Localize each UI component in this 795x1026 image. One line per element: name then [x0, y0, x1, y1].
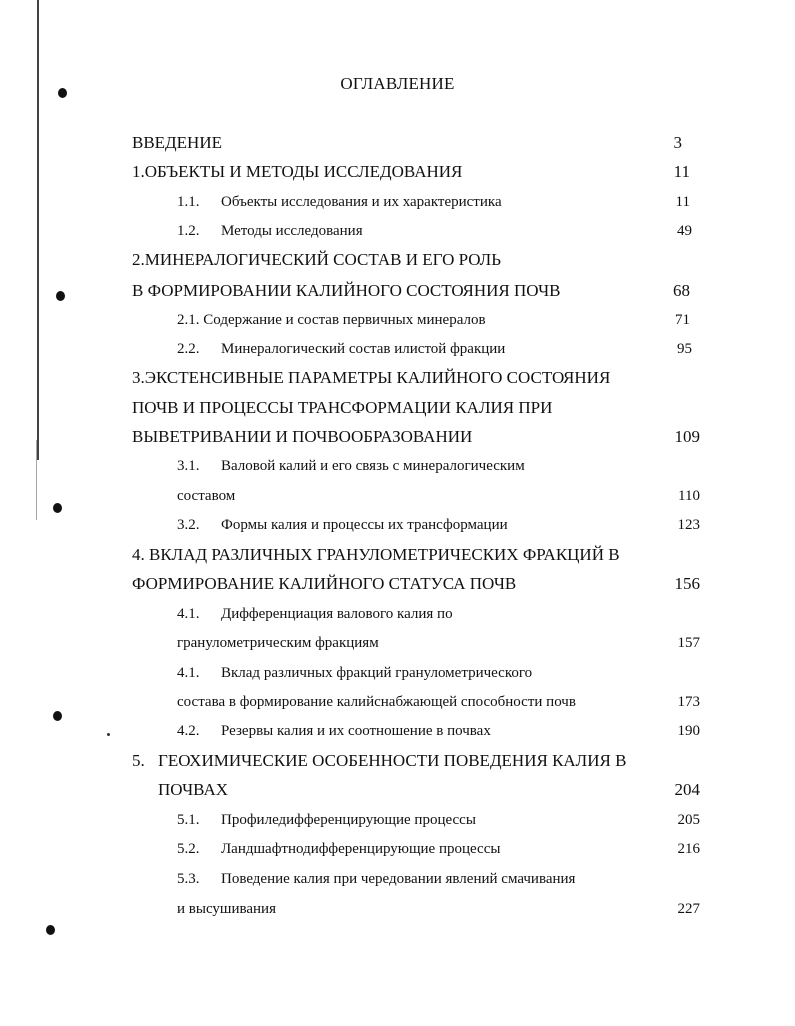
toc-section-number: 3.1.	[177, 458, 200, 474]
toc-entry-text: Ландшафтнодифференцирующие процессы	[221, 841, 501, 857]
toc-subentry[interactable]	[0, 513, 795, 537]
toc-subentry[interactable]	[0, 897, 795, 921]
toc-subentry[interactable]	[0, 454, 795, 478]
toc-entry-page: 205	[677, 812, 700, 828]
toc-entry-text: Вклад различных фракций гранулометрического	[221, 665, 533, 681]
toc-entry[interactable]	[0, 160, 795, 184]
toc-entry-text: Поведение калия при чередовании явлений смачивания	[221, 871, 576, 887]
toc-entry-text: 2.1. Содержание и состав первичных минералов	[177, 312, 486, 328]
toc-entry-text: ПОЧВ И ПРОЦЕССЫ ТРАНСФОРМАЦИИ КАЛИЯ ПРИ	[132, 398, 553, 417]
toc-entry-text: ФОРМИРОВАНИЕ КАЛИЙНОГО СТАТУСА ПОЧВ	[132, 574, 517, 593]
toc-entry-page: 11	[675, 194, 690, 210]
toc-section-number: 4.1.	[177, 665, 200, 681]
toc-section-number: 1.2.	[177, 223, 200, 239]
toc-entry-page: 71	[675, 312, 690, 328]
toc-entry-text: ВЫВЕТРИВАНИИ И ПОЧВООБРАЗОВАНИИ	[132, 427, 473, 446]
toc-entry-page: 157	[677, 635, 700, 651]
toc-section-number: 1.1.	[177, 194, 200, 210]
toc-section-number: 2.2.	[177, 341, 200, 357]
toc-entry-page: 173	[677, 694, 700, 710]
toc-section-number: 3.2.	[177, 517, 200, 533]
toc-subentry[interactable]	[0, 308, 795, 332]
toc-entry-text: составом	[177, 488, 236, 504]
toc-subentry[interactable]	[0, 219, 795, 243]
toc-section-number: 5.3.	[177, 871, 200, 887]
toc-entry-text: Объекты исследования и их характеристика	[221, 194, 502, 210]
toc-entry-page: 156	[674, 574, 700, 593]
toc-entry-page: 11	[673, 162, 690, 181]
toc-section-number: 5.2.	[177, 841, 200, 857]
toc-entry-page: 109	[674, 427, 700, 446]
page-edge-shadow-lower	[36, 440, 37, 520]
toc-entry-page: 123	[677, 517, 700, 533]
toc-subentry[interactable]	[0, 484, 795, 508]
toc-entry-text: и высушивания	[177, 901, 276, 917]
toc-section-number: 4.1.	[177, 606, 200, 622]
toc-entry-page: 49	[677, 223, 692, 239]
page-title: ОГЛАВЛЕНИЕ	[340, 74, 455, 93]
toc-entry-text: ВВЕДЕНИЕ	[132, 133, 222, 152]
toc-subentry[interactable]	[0, 661, 795, 685]
toc-entry-text: 3.ЭКСТЕНСИВНЫЕ ПАРАМЕТРЫ КАЛИЙНОГО СОСТОЯНИЯ	[132, 368, 611, 387]
toc-entry[interactable]	[0, 366, 795, 390]
toc-subentry[interactable]	[0, 690, 795, 714]
toc-entry-text: Профиледифференцирующие процессы	[221, 812, 476, 828]
toc-entry-page: 95	[677, 341, 692, 357]
toc-entry-page: 216	[677, 841, 700, 857]
toc-entry[interactable]	[0, 396, 795, 420]
toc-entry[interactable]	[0, 543, 795, 567]
toc-entry-page: 227	[677, 901, 700, 917]
toc-entry-text: состава в формирование калийснабжающей способности почв	[177, 694, 576, 710]
toc-entry-text: ПОЧВАХ	[158, 780, 229, 799]
toc-section-number: 4.2.	[177, 723, 200, 739]
toc-entry-text: В ФОРМИРОВАНИИ КАЛИЙНОГО СОСТОЯНИЯ ПОЧВ	[132, 281, 561, 300]
toc-entry[interactable]	[0, 778, 795, 802]
toc-section-number: 5.	[132, 751, 145, 770]
toc-entry-page: 3	[673, 133, 682, 152]
binder-hole-mark	[46, 925, 55, 935]
toc-entry-text: 2.МИНЕРАЛОГИЧЕСКИЙ СОСТАВ И ЕГО РОЛЬ	[132, 250, 501, 269]
toc-entry-text: Формы калия и процессы их трансформации	[221, 517, 508, 533]
toc-subentry[interactable]	[0, 602, 795, 626]
toc-entry[interactable]	[0, 749, 795, 773]
toc-subentry[interactable]	[0, 190, 795, 214]
toc-entry-page: 204	[674, 780, 700, 799]
toc-subentry[interactable]	[0, 719, 795, 743]
toc-entry[interactable]	[0, 279, 795, 303]
toc-entry-text: 1.ОБЪЕКТЫ И МЕТОДЫ ИССЛЕДОВАНИЯ	[132, 162, 463, 181]
toc-entry-text: Валовой калий и его связь с минералогическим	[221, 458, 525, 474]
toc-entry-text: Резервы калия и их соотношение в почвах	[221, 723, 491, 739]
toc-subentry[interactable]	[0, 631, 795, 655]
toc-entry[interactable]	[0, 248, 795, 272]
toc-section-number: 5.1.	[177, 812, 200, 828]
toc-entry-text: Минералогический состав илистой фракции	[221, 341, 506, 357]
toc-entry-text: ГЕОХИМИЧЕСКИЕ ОСОБЕННОСТИ ПОВЕДЕНИЯ КАЛИЯ В	[158, 751, 627, 770]
toc-entry-page: 190	[677, 723, 700, 739]
toc-entry-text: 4. ВКЛАД РАЗЛИЧНЫХ ГРАНУЛОМЕТРИЧЕСКИХ ФРАКЦИЙ В	[132, 545, 620, 564]
toc-entry-text: Дифференциация валового калия по	[221, 606, 453, 622]
toc-entry[interactable]	[0, 425, 795, 449]
toc-entry-text: Методы исследования	[221, 223, 363, 239]
toc-subentry[interactable]	[0, 837, 795, 861]
toc-subentry[interactable]	[0, 867, 795, 891]
toc-entry[interactable]	[0, 131, 795, 155]
toc-entry-text: гранулометрическим фракциям	[177, 635, 379, 651]
toc-subentry[interactable]	[0, 337, 795, 361]
toc-subentry[interactable]	[0, 808, 795, 832]
toc-entry[interactable]	[0, 572, 795, 596]
toc-entry-page: 110	[678, 488, 700, 504]
toc-entry-page: 68	[673, 281, 690, 300]
